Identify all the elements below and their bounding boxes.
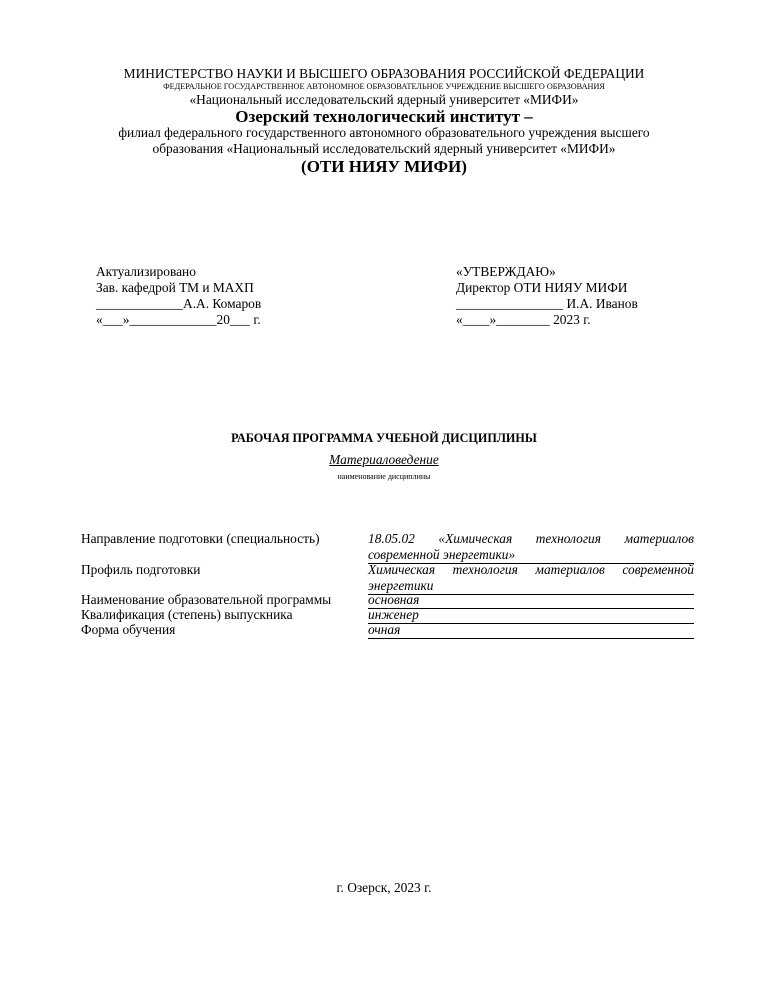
approval-right-date: «____»________ 2023 г.	[456, 312, 591, 327]
branch-description-line1: филиал федерального государственного автономного образовательного учреждения высшего	[118, 125, 650, 140]
direction-value-line1: 18.05.02 «Химическая технология материалов	[368, 531, 694, 546]
program-name-value-text: основная	[368, 592, 420, 607]
approval-left-block	[96, 264, 261, 328]
approval-left-status: Актуализировано	[96, 264, 196, 279]
profile-value-line1: Химическая технология материалов современной	[368, 562, 694, 577]
discipline-name: Материаловедение	[329, 452, 439, 467]
direction-label: Направление подготовки (специальность)	[81, 531, 320, 546]
approval-right-position: Директор ОТИ НИЯУ МИФИ	[456, 280, 628, 295]
discipline-name-wrap	[0, 451, 768, 469]
approval-left-position: Зав. кафедрой ТМ и МАХП	[96, 280, 254, 295]
qualification-value-text: инженер	[368, 607, 419, 622]
approval-right-block	[456, 264, 638, 328]
branch-description-line2: образования «Национальный исследовательский ядерный университет «МИФИ»	[152, 141, 616, 156]
approval-left-date: «___»_____________20___ г.	[96, 312, 261, 327]
approval-right-status: «УТВЕРЖДАЮ»	[456, 264, 556, 279]
profile-value-line2: энергетики	[368, 578, 434, 593]
program-title: РАБОЧАЯ ПРОГРАММА УЧЕБНОЙ ДИСЦИПЛИНЫ	[231, 431, 537, 445]
federal-institution-line: ФЕДЕРАЛЬНОЕ ГОСУДАРСТВЕННОЕ АВТОНОМНОЕ ОБРАЗОВАТЕЛЬНОЕ УЧРЕЖДЕНИЕ ВЫСШЕГО ОБРАЗОВАНИЯ	[163, 82, 605, 91]
approval-right-signature: ________________ И.А. Иванов	[456, 296, 638, 311]
university-name: «Национальный исследовательский ядерный университет «МИФИ»	[189, 92, 579, 107]
profile-value	[368, 562, 694, 595]
program-name-label: Наименование образовательной программы	[81, 592, 332, 607]
form-label: Форма обучения	[81, 622, 176, 637]
footer-place-year: г. Озерск, 2023 г.	[336, 880, 432, 895]
qualification-label: Квалификация (степень) выпускника	[81, 607, 293, 622]
institute-abbreviation: (ОТИ НИЯУ МИФИ)	[301, 157, 467, 176]
direction-value-line2: современной энергетики»	[368, 547, 516, 562]
institute-name: Озерский технологический институт –	[235, 107, 533, 126]
ministry-title: МИНИСТЕРСТВО НАУКИ И ВЫСШЕГО ОБРАЗОВАНИЯ РОССИЙСКОЙ ФЕДЕРАЦИИ	[123, 66, 645, 81]
form-value	[368, 622, 694, 639]
form-value-text: очная	[368, 622, 401, 637]
direction-value	[368, 531, 694, 564]
approval-left-signature: _____________А.А. Комаров	[96, 296, 262, 311]
discipline-caption: наименование дисциплины	[337, 472, 431, 481]
profile-label: Профиль подготовки	[81, 562, 201, 577]
